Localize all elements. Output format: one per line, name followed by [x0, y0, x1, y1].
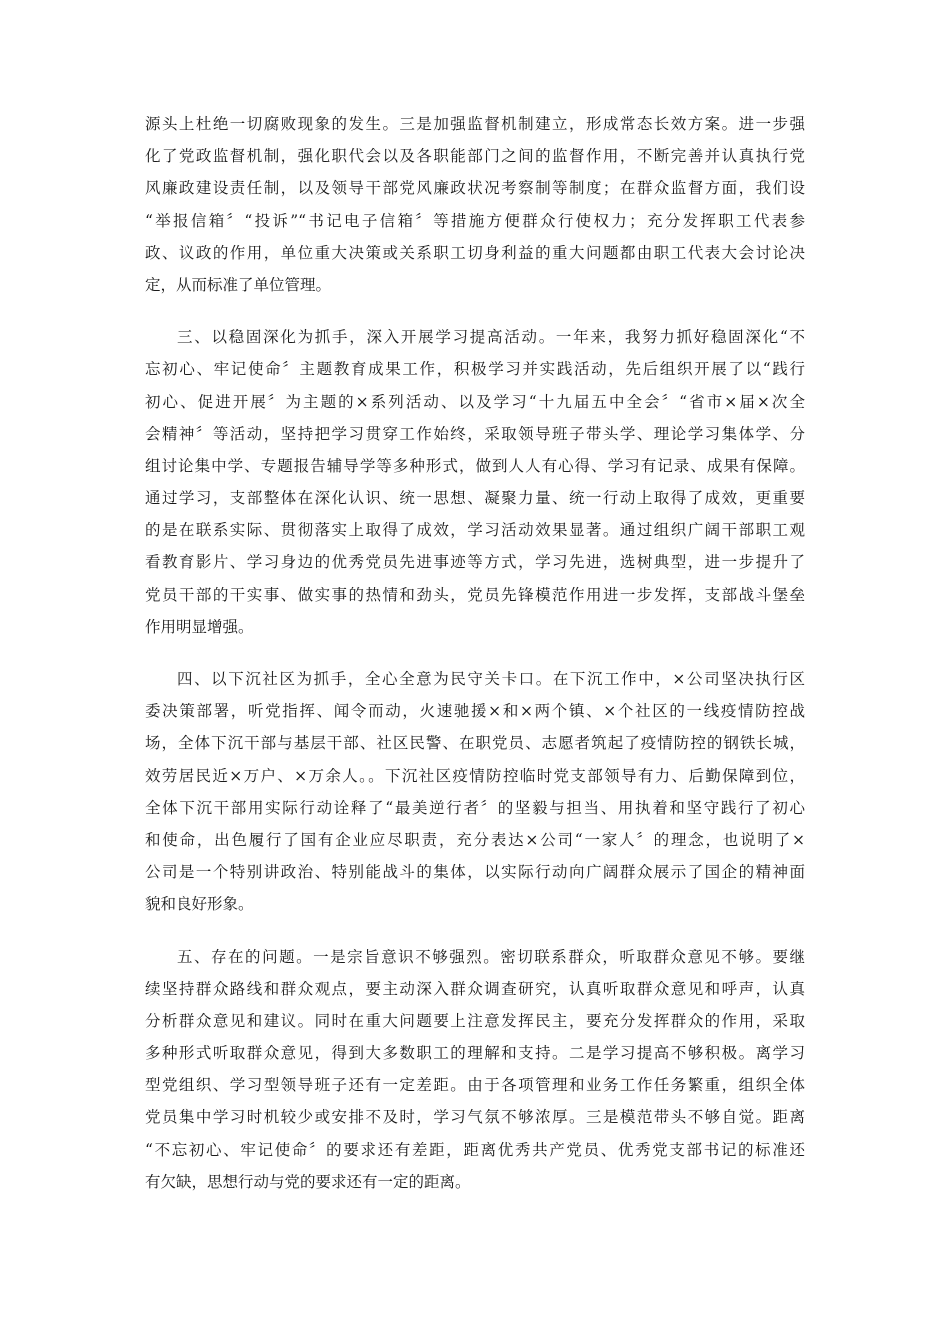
text-line: 的是在联系实际、贯彻落实上取得了成效，学习活动效果显著。通过组织广阔干部职工观 — [145, 521, 805, 540]
text-line: 定，从而标准了单位管理。 — [145, 275, 332, 294]
text-line: 效劳居民近×万户、×万余人。。下沉社区疫情防控临时党支部领导有力、后勤保障到位， — [145, 766, 805, 785]
text-line: 和使命，出色履行了国有企业应尽职责，充分表达×公司“一家人〞的理念，也说明了× — [145, 830, 805, 849]
text-line: 化了党政监督机制，强化职代会以及各职能部门之间的监督作用，不断完善并认真执行党 — [145, 147, 805, 166]
text-line: “举报信箱〞“投诉”“书记电子信箱〞等措施方便群众行使权力；充分发挥职工代表参 — [145, 211, 805, 230]
text-line: 公司是一个特别讲政治、特别能战斗的集体，以实际行动向广阔群众展示了国企的精神面 — [145, 863, 805, 882]
text-line: 党员集中学习时机较少或安排不及时，学习气氛不够浓厚。三是模范带头不够自觉。距离 — [145, 1108, 805, 1127]
text-line: 场，全体下沉干部与基层干部、社区民警、在职党员、志愿者筑起了疫情防控的钢铁长城， — [145, 734, 805, 753]
text-line: 三、以稳固深化为抓手，深入开展学习提高活动。一年来，我努力抓好稳固深化“不 — [177, 328, 805, 347]
text-line: 全体下沉干部用实际行动诠释了“最美逆行者〞的坚毅与担当、用执着和坚守践行了初心 — [145, 798, 805, 817]
text-line: 有欠缺，思想行动与党的要求还有一定的距离。 — [145, 1172, 471, 1191]
paragraph-section-five-problems — [145, 941, 805, 1199]
document-page — [145, 108, 805, 1218]
text-line: “不忘初心、牢记使命〞的要求还有差距，距离优秀共产党员、优秀党支部书记的标准还 — [145, 1140, 805, 1159]
text-line: 分析群众意见和建议。同时在重大问题要上注意发挥民主，要充分发挥群众的作用，采取 — [145, 1011, 805, 1030]
text-line: 政、议政的作用，单位重大决策或关系职工切身利益的重大问题都由职工代表大会讨论决 — [145, 243, 805, 262]
text-line: 风廉政建设责任制，以及领导干部党风廉政状况考察制等制度；在群众监督方面，我们设 — [145, 179, 805, 198]
text-line: 初心、促进开展〞为主题的×系列活动、以及学习“十九届五中全会〞“省市×届×次全 — [145, 392, 805, 411]
paragraph-section-four-community — [145, 663, 805, 921]
paragraph-supervision-continued — [145, 108, 805, 301]
text-line: 忘初心、牢记使命〞主题教育成果工作，积极学习并实践活动，先后组织开展了以“践行 — [145, 360, 805, 379]
text-line: 作用明显增强。 — [145, 617, 254, 636]
text-line: 续坚持群众路线和群众观点，要主动深入群众调查研究，认真听取群众意见和呼声，认真 — [145, 979, 805, 998]
text-line: 通过学习，支部整体在深化认识、统一思想、凝聚力量、统一行动上取得了成效，更重要 — [145, 489, 805, 508]
text-line: 会精神〞等活动，坚持把学习贯穿工作始终，采取领导班子带头学、理论学习集体学、分 — [145, 424, 805, 443]
text-line: 貌和良好形象。 — [145, 895, 254, 914]
paragraph-section-three-learning — [145, 321, 805, 643]
text-line: 五、存在的问题。一是宗旨意识不够强烈。密切联系群众，听取群众意见不够。要继 — [177, 947, 805, 966]
text-line: 型党组织、学习型领导班子还有一定差距。由于各项管理和业务工作任务繁重，组织全体 — [145, 1076, 805, 1095]
text-line: 四、以下沉社区为抓手，全心全意为民守关卡口。在下沉工作中，×公司坚决执行区 — [177, 670, 805, 688]
text-line: 组讨论集中学、专题报告辅导学等多种形式，做到人人有心得、学习有记录、成果有保障。 — [145, 456, 805, 475]
text-line: 多种形式听取群众意见，得到大多数职工的理解和支持。二是学习提高不够积极。离学习 — [145, 1044, 805, 1063]
text-line: 党员干部的干实事、做实事的热情和劲头，党员先锋模范作用进一步发挥，支部战斗堡垒 — [145, 585, 805, 604]
text-line: 委决策部署，听党指挥、闻令而动，火速驰援×和×两个镇、×个社区的一线疫情防控战 — [145, 702, 805, 721]
text-line: 看教育影片、学习身边的优秀党员先进事迹等方式，学习先进，选树典型，进一步提升了 — [145, 553, 805, 572]
text-line: 源头上杜绝一切腐败现象的发生。三是加强监督机制建立，形成常态长效方案。进一步强 — [145, 115, 805, 133]
